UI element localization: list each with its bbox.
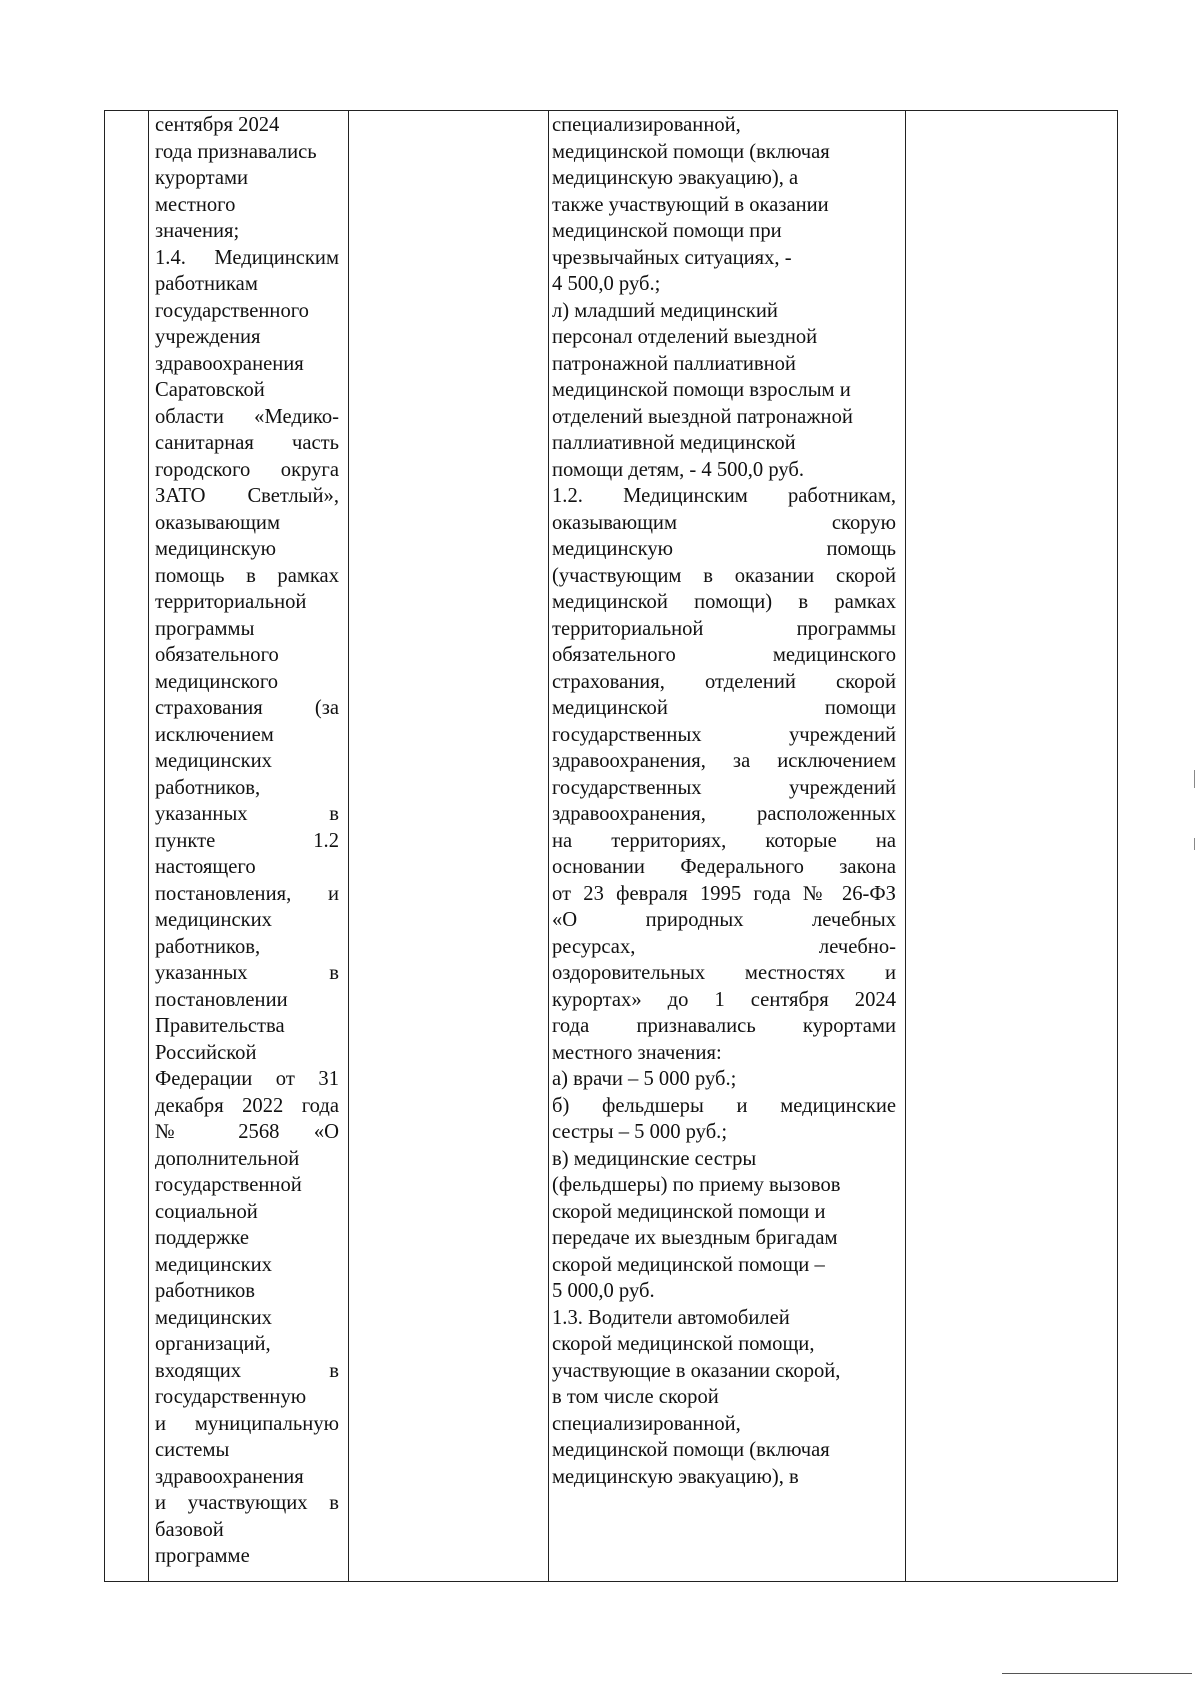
text-line: и участвующих в: [155, 1492, 339, 1514]
column-divider-4: [905, 110, 906, 1582]
text-line: скорой медицинской помощи и: [552, 1200, 826, 1223]
text-line: здравоохранения, расположенных: [552, 803, 896, 825]
text-line: также участвующий в оказании: [552, 193, 829, 216]
text-line: здравоохранения: [155, 352, 304, 375]
text-line: участвующие в оказании скорой,: [552, 1359, 841, 1382]
text-line: Российской: [155, 1041, 257, 1064]
text-line: медицинского: [155, 670, 279, 693]
text-line: в том числе скорой: [552, 1386, 719, 1408]
scan-edge-mark: [1194, 770, 1195, 788]
text-line: страхования, отделений скорой: [552, 670, 896, 693]
text-line: персонал отделений выездной: [552, 326, 818, 348]
text-line: медицинскую эвакуацию), а: [552, 167, 799, 189]
text-line: учреждения: [155, 326, 261, 348]
text-line: медицинской помощи взрослым и: [552, 379, 851, 401]
text-line: паллиативной медицинской: [552, 432, 796, 454]
text-line: обязательного: [155, 644, 279, 666]
text-line: системы: [155, 1439, 230, 1461]
text-line: оздоровительных местностях и: [552, 962, 896, 984]
text-line: б) фельдшеры и медицинские: [552, 1094, 896, 1117]
text-line: социальной: [155, 1200, 258, 1223]
text-line: (фельдшеры) по приему вызовов: [552, 1174, 841, 1196]
text-line: Федерации от 31: [155, 1068, 339, 1090]
text-line: Саратовской: [155, 379, 265, 401]
text-line: медицинскую: [155, 538, 276, 560]
text-line: Правительства: [155, 1015, 285, 1037]
text-line: курортах» до 1 сентября 2024: [552, 988, 896, 1011]
text-line: на территориях, которые на: [552, 829, 896, 852]
text-line: 4 500,0 руб.;: [552, 273, 661, 295]
text-line: местного значения:: [552, 1041, 722, 1064]
scan-edge-mark: [1194, 838, 1195, 850]
text-line: медицинских: [155, 909, 272, 931]
text-line: скорой медицинской помощи –: [552, 1253, 825, 1276]
text-line: ЗАТО Светлый»,: [155, 485, 339, 507]
text-line: области «Медико-: [155, 405, 339, 428]
text-line: работников: [155, 1280, 255, 1302]
text-line: скорой медицинской помощи,: [552, 1333, 815, 1355]
text-line: медицинских: [155, 1253, 272, 1276]
text-line: организаций,: [155, 1333, 271, 1355]
text-line: л) младший медицинский: [552, 299, 778, 322]
text-line: в) медицинские сестры: [552, 1147, 757, 1170]
text-line: обязательного медицинского: [552, 644, 896, 666]
text-line: местного: [155, 193, 236, 216]
table-cell-column-2: [155, 112, 339, 1570]
text-line: городского округа: [155, 458, 339, 481]
text-line: помощи детям, - 4 500,0 руб.: [552, 458, 805, 481]
text-line: передаче их выездным бригадам: [552, 1227, 838, 1249]
text-line: медицинских: [155, 1306, 272, 1329]
text-line: основании Федерального закона: [552, 856, 896, 878]
text-line: значения;: [155, 220, 240, 242]
text-line: медицинских: [155, 750, 272, 772]
text-line: года признавались курортами: [552, 1015, 896, 1037]
text-line: постановления, и: [155, 882, 339, 905]
text-line: 1.4. Медицинским: [155, 246, 339, 269]
text-line: а) врачи – 5 000 руб.;: [552, 1068, 737, 1090]
text-line: 1.3. Водители автомобилей: [552, 1306, 790, 1329]
text-line: и муниципальную: [155, 1412, 339, 1435]
text-line: дополнительной: [155, 1147, 300, 1170]
text-line: оказывающим скорую: [552, 511, 896, 534]
text-line: государственных учреждений: [552, 723, 896, 746]
text-line: медицинской помощи) в рамках: [552, 591, 896, 613]
text-line: программе: [155, 1545, 250, 1567]
text-line: страхования (за: [155, 697, 339, 719]
text-line: работников,: [155, 776, 261, 799]
text-line: государственного: [155, 299, 309, 322]
text-line: сестры – 5 000 руб.;: [552, 1121, 728, 1143]
text-line: 5 000,0 руб.: [552, 1280, 655, 1302]
text-line: медицинской помощи (включая: [552, 1439, 830, 1461]
text-line: от 23 февраля 1995 года № 26-ФЗ: [552, 882, 896, 905]
column-divider-1: [148, 110, 149, 1582]
text-line: чрезвычайных ситуациях, -: [552, 246, 792, 269]
text-line: территориальной программы: [552, 617, 896, 640]
text-line: специализированной,: [552, 114, 741, 136]
text-line: здравоохранения, за исключением: [552, 750, 896, 772]
text-line: настоящего: [155, 856, 256, 878]
text-line: территориальной: [155, 591, 307, 613]
text-line: медицинской помощи при: [552, 220, 782, 242]
text-line: отделений выездной патронажной: [552, 405, 853, 428]
text-line: здравоохранения: [155, 1465, 304, 1488]
text-line: декабря 2022 года: [155, 1094, 339, 1117]
text-line: специализированной,: [552, 1412, 741, 1435]
text-line: программы: [155, 617, 255, 640]
text-line: медицинской помощи: [552, 697, 896, 719]
text-line: базовой: [155, 1518, 224, 1541]
text-line: работников,: [155, 935, 261, 958]
scan-edge-line: [1002, 1673, 1192, 1674]
text-line: курортами: [155, 167, 249, 189]
text-line: медицинскую эвакуацию), в: [552, 1465, 799, 1488]
text-line: «О природных лечебных: [552, 909, 896, 931]
text-line: медицинскую помощь: [552, 538, 896, 560]
text-line: исключением: [155, 723, 274, 746]
text-line: пункте 1.2: [155, 829, 339, 852]
text-line: входящих в: [155, 1359, 339, 1382]
text-line: сентября 2024: [155, 114, 280, 136]
text-line: оказывающим: [155, 511, 280, 534]
text-line: работникам: [155, 273, 258, 295]
text-line: указанных в: [155, 803, 339, 825]
table-cell-column-4: [552, 112, 896, 1490]
column-divider-3: [548, 110, 549, 1582]
text-line: патронажной паллиативной: [552, 352, 796, 375]
text-line: (участвующим в оказании скорой: [552, 564, 896, 587]
text-line: государственную: [155, 1386, 307, 1408]
text-line: санитарная часть: [155, 432, 339, 454]
text-line: ресурсах, лечебно-: [552, 935, 896, 958]
text-line: государственных учреждений: [552, 776, 896, 799]
text-line: поддержке: [155, 1227, 249, 1249]
text-line: года признавались: [155, 140, 317, 163]
text-line: государственной: [155, 1174, 302, 1196]
text-line: медицинской помощи (включая: [552, 140, 830, 163]
text-line: постановлении: [155, 988, 288, 1011]
text-line: помощь в рамках: [155, 564, 339, 587]
column-divider-2: [348, 110, 349, 1582]
text-line: 1.2. Медицинским работникам,: [552, 485, 896, 507]
text-line: № 2568 «О: [155, 1121, 339, 1143]
text-line: указанных в: [155, 962, 339, 984]
